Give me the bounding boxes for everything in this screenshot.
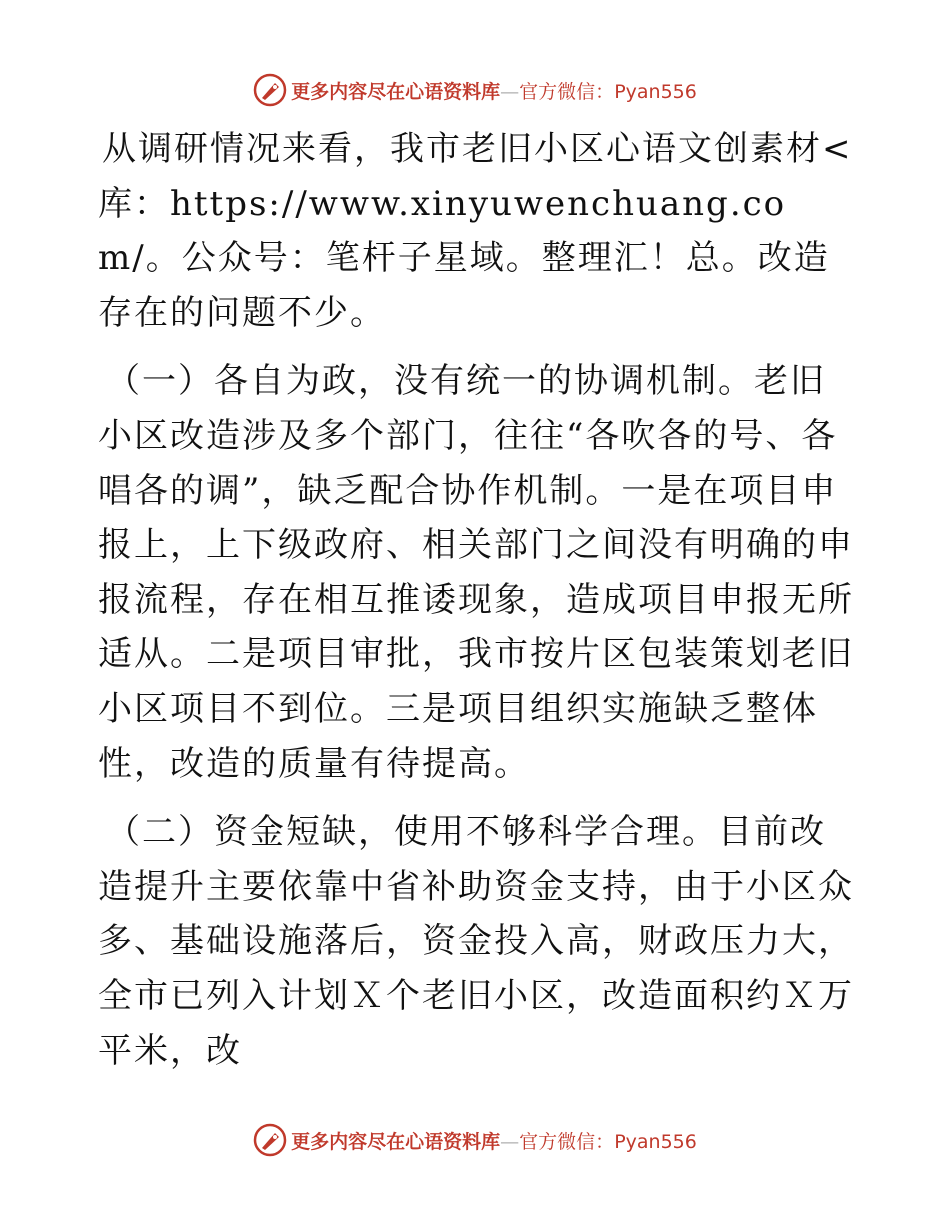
paragraph-section-one: （一）各自为政，没有统一的协调机制。老旧小区改造涉及多个部门，往往“各吹各的号、各唱各的调”，缺乏配合协作机制。一是在项目申报上，上下级政府、相关部门之间没有明确的申报流程，存在相互推诿现象，造成项目申报无所适从。二是项目审批，我市按片区包装策划老旧小区项目不到位。三是项目组织实施缺乏整体性，改造的质量有待提高。 [98, 361, 854, 784]
pen-nib-logo-icon [253, 1123, 287, 1157]
footer-banner-wechat: 官方微信： [519, 1130, 615, 1153]
header-banner-separator: — [500, 80, 520, 103]
footer-banner-separator: — [500, 1130, 520, 1153]
footer-banner-handle: Pyan556 [614, 1130, 697, 1153]
footer-banner-lead: 更多内容尽在心语资料库 [291, 1130, 501, 1153]
footer-banner-text [291, 1127, 697, 1154]
header-banner-wechat: 官方微信： [519, 80, 615, 103]
header-banner-lead: 更多内容尽在心语资料库 [291, 80, 501, 103]
header-banner-handle: Pyan556 [614, 80, 697, 103]
footer-banner [0, 1122, 950, 1158]
paragraph-section-two: （二）资金短缺，使用不够科学合理。目前改造提升主要依靠中省补助资金支持，由于小区众多、基础设施落后，资金投入高，财政压力大，全市已列入计划Ｘ个老旧小区，改造面积约Ｘ万平米，改 [98, 812, 854, 1071]
header-banner-text [291, 77, 697, 104]
header-banner [0, 72, 950, 108]
paragraph-intro: 从调研情况来看，我市老旧小区心语文创素材<库：https://www.xinyuwenchuang.com/。公众号：笔杆子星域。整理汇！总。改造存在的问题不少。 [98, 129, 853, 333]
document-body [98, 122, 858, 1078]
pen-nib-logo-icon [253, 73, 287, 107]
